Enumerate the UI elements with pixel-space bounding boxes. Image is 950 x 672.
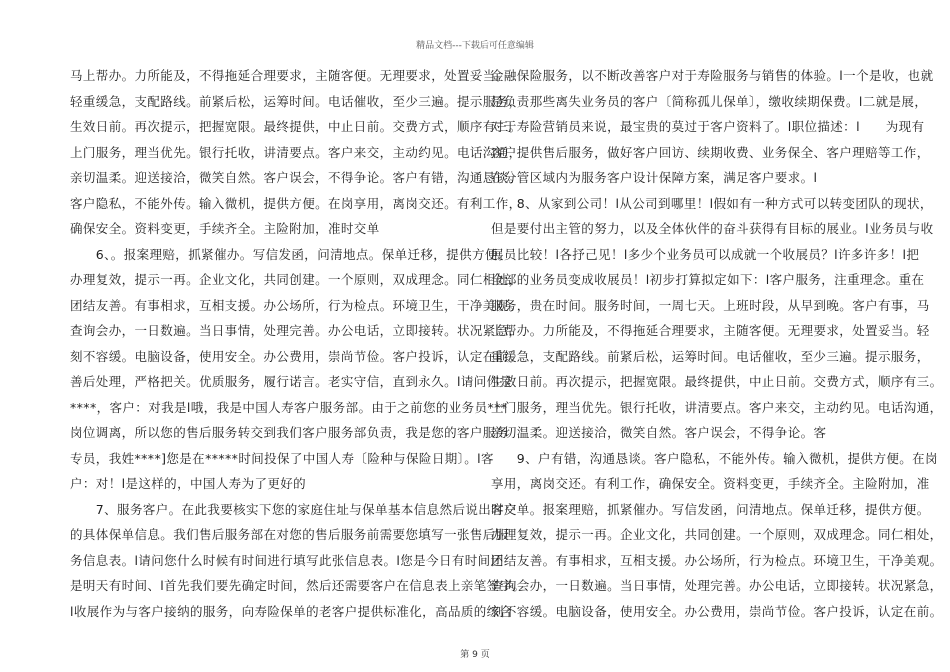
text-line: 查询会办，一日数遍。当日事情，处理完善。办公电话，立即接转。状况紧急， bbox=[491, 578, 943, 593]
text-line: 务信息表。l请问您什么时候有时间进行填写此张信息表。l您是今日有时间还 bbox=[70, 552, 504, 568]
text-line: 上门服务，理当优先。银行托收，讲清要点。客户来交，主动约见。电话沟通， bbox=[70, 144, 522, 160]
text-line: 办理复效，提示一再。企业文化，共同创建。一个原则，双成理念。同仁相处， bbox=[70, 272, 522, 287]
text-line: 对于寿险营销员来说，最宝贵的莫过于客户资料了。l职位描述：l 为现有 bbox=[491, 119, 925, 134]
text-line: 办理复效，提示一再。企业文化，共同创建。一个原则，双成理念。同仁相处， bbox=[491, 527, 943, 542]
text-line: 是负责那些离失业务员的客户〔简称孤儿保单〕，缴收续期保费。l二就是展， bbox=[491, 93, 928, 109]
text-line: 是明天有时间、l首先我们要先确定时间，然后还需要客户在信息表上亲笔签字。 bbox=[70, 578, 526, 593]
page-footer: 第 9 页 bbox=[460, 650, 490, 660]
text-line: 上门服务，理当优先。银行托收，讲清要点。客户来交，主动约见。电话沟通， bbox=[491, 399, 943, 415]
text-line: 9、户有错，沟通恳谈。客户隐私，不能外传。输入微机，提供方便。在岗 bbox=[491, 450, 938, 466]
text-line: 全部的业务员变成收展员！l初步打算拟定如下：l客户服务，注重理念。重在 bbox=[491, 272, 925, 287]
text-line: 7、服务客户。在此我要核实下您的家庭住址与保单基本信息然后说出客户 bbox=[70, 501, 517, 517]
text-line: 展员比较！l各抒己见！l多少个业务员可以成就一个收展员？l许多许多！l把 bbox=[491, 246, 920, 262]
text-line: 服务，贵在时间。服务时间，一周七天。上班时段，从早到晚。客户有事，马 bbox=[491, 297, 930, 313]
text-line: 刻不容缓。电脑设备，使用安全。办公费用，崇尚节俭。客户投诉，认定在前。 bbox=[70, 348, 522, 364]
text-line: ****，客户：对我是l哦，我是中国人寿客户服务部。由于之前您的业务员*** bbox=[70, 399, 508, 415]
text-line: 但是要付出主管的努力，以及全体伙伴的奋斗获得有目标的展业。l业务员与收 bbox=[491, 221, 934, 236]
text-line: 善后处理，严格把关。优质服务，履行诺言。老实守信，直到永久。l请问你是 bbox=[70, 374, 513, 389]
text-line: 刻不容缓。电脑设备，使用安全。办公费用，崇尚节俭。客户投诉，认定在前。 bbox=[491, 603, 943, 619]
text-line: 上帮办。力所能及，不得拖延合理要求，主随客便。无理要求，处置妥当。轻 bbox=[491, 323, 930, 338]
text-line: 在分管区域内为服务客户设计保障方案，满足客户要求。l bbox=[491, 170, 818, 185]
text-line: 享用，离岗交还。有利工作，确保安全。资料变更，手续齐全。主险附加，准 bbox=[491, 476, 930, 491]
right-column bbox=[491, 63, 943, 624]
text-line: l收展作为与客户接纳的服务，向寿险保单的老客户提供标准化，高品质的综合 bbox=[70, 603, 513, 619]
text-line: 客户提供售后服务，做好客户回访、续期收费、业务保全、客户理赔等工作， bbox=[491, 144, 930, 160]
text-line: 团结友善。有事相求，互相支援。办公场所，行为检点。环境卫生，干净美观。 bbox=[70, 297, 522, 313]
text-line: 8、从家到公司！l从公司到哪里！l假如有一种方式可以转变团队的现状， bbox=[491, 195, 933, 211]
text-line: 团结友善。有事相求，互相支援。办公场所，行为检点。环境卫生，干净美观。 bbox=[491, 552, 943, 568]
text-line: 的具体保单信息。我们售后服务部在对您的售后服务前需要您填写一张售后服 bbox=[70, 527, 509, 542]
left-column bbox=[70, 63, 526, 624]
text-line: 金融保险服务，以不断改善客户对于寿险服务与销售的体验。l一个是收，也就 bbox=[491, 68, 934, 83]
text-line: 马上帮办。力所能及，不得拖延合理要求，主随客便。无理要求，处置妥当。 bbox=[70, 68, 509, 83]
text-line: 户：对！l是这样的，中国人寿为了更好的 bbox=[70, 476, 307, 491]
text-line: 亲切温柔。迎送接洽，微笑自然。客户误会，不得争论。客户有错，沟通恳谈。 bbox=[70, 170, 522, 185]
text-line: 亲切温柔。迎送接洽，微笑自然。客户误会，不得争论。客 bbox=[491, 425, 827, 440]
text-line: 轻重缓急，支配路线。前紧后松，运筹时间。电话催收，至少三遍。提示服务， bbox=[70, 93, 522, 109]
page-header: 精品文档---下载后可任意编辑 bbox=[416, 41, 534, 51]
text-line: 重缓急，支配路线。前紧后松，运筹时间。电话催收，至少三遍。提示服务， bbox=[491, 348, 930, 364]
text-line: 专员，我姓****]您是在*****时间投保了中国人寿〔险种与保险日期〕。l客 bbox=[70, 450, 494, 466]
text-line: 岗位调离，所以您的售后服务转交到我们客户服务部负责，我是您的客户服务 bbox=[70, 425, 509, 440]
text-line: 6、。报案理赔，抓紧催办。写信发函，问清地点。保单迁移，提供方便。 bbox=[70, 246, 511, 262]
text-line: 时交单。报案理赔，抓紧催办。写信发函，问清地点。保单迁移，提供方便。 bbox=[491, 501, 930, 517]
text-line: 生效日前。再次提示，把握宽限。最终提供，中止日前。交费方式，顺序有三。 bbox=[70, 119, 522, 134]
text-line: 客户隐私，不能外传。输入微机，提供方便。在岗享用，离岗交还。有利工作， bbox=[70, 195, 522, 211]
text-line: 生效日前。再次提示，把握宽限。最终提供，中止日前。交费方式，顺序有三。 bbox=[491, 374, 943, 389]
text-line: 查询会办，一日数遍。当日事情，处理完善。办公电话，立即接转。状况紧急， bbox=[70, 323, 522, 338]
text-line: 确保安全。资料变更，手续齐全。主险附加，准时交单 bbox=[70, 221, 380, 236]
